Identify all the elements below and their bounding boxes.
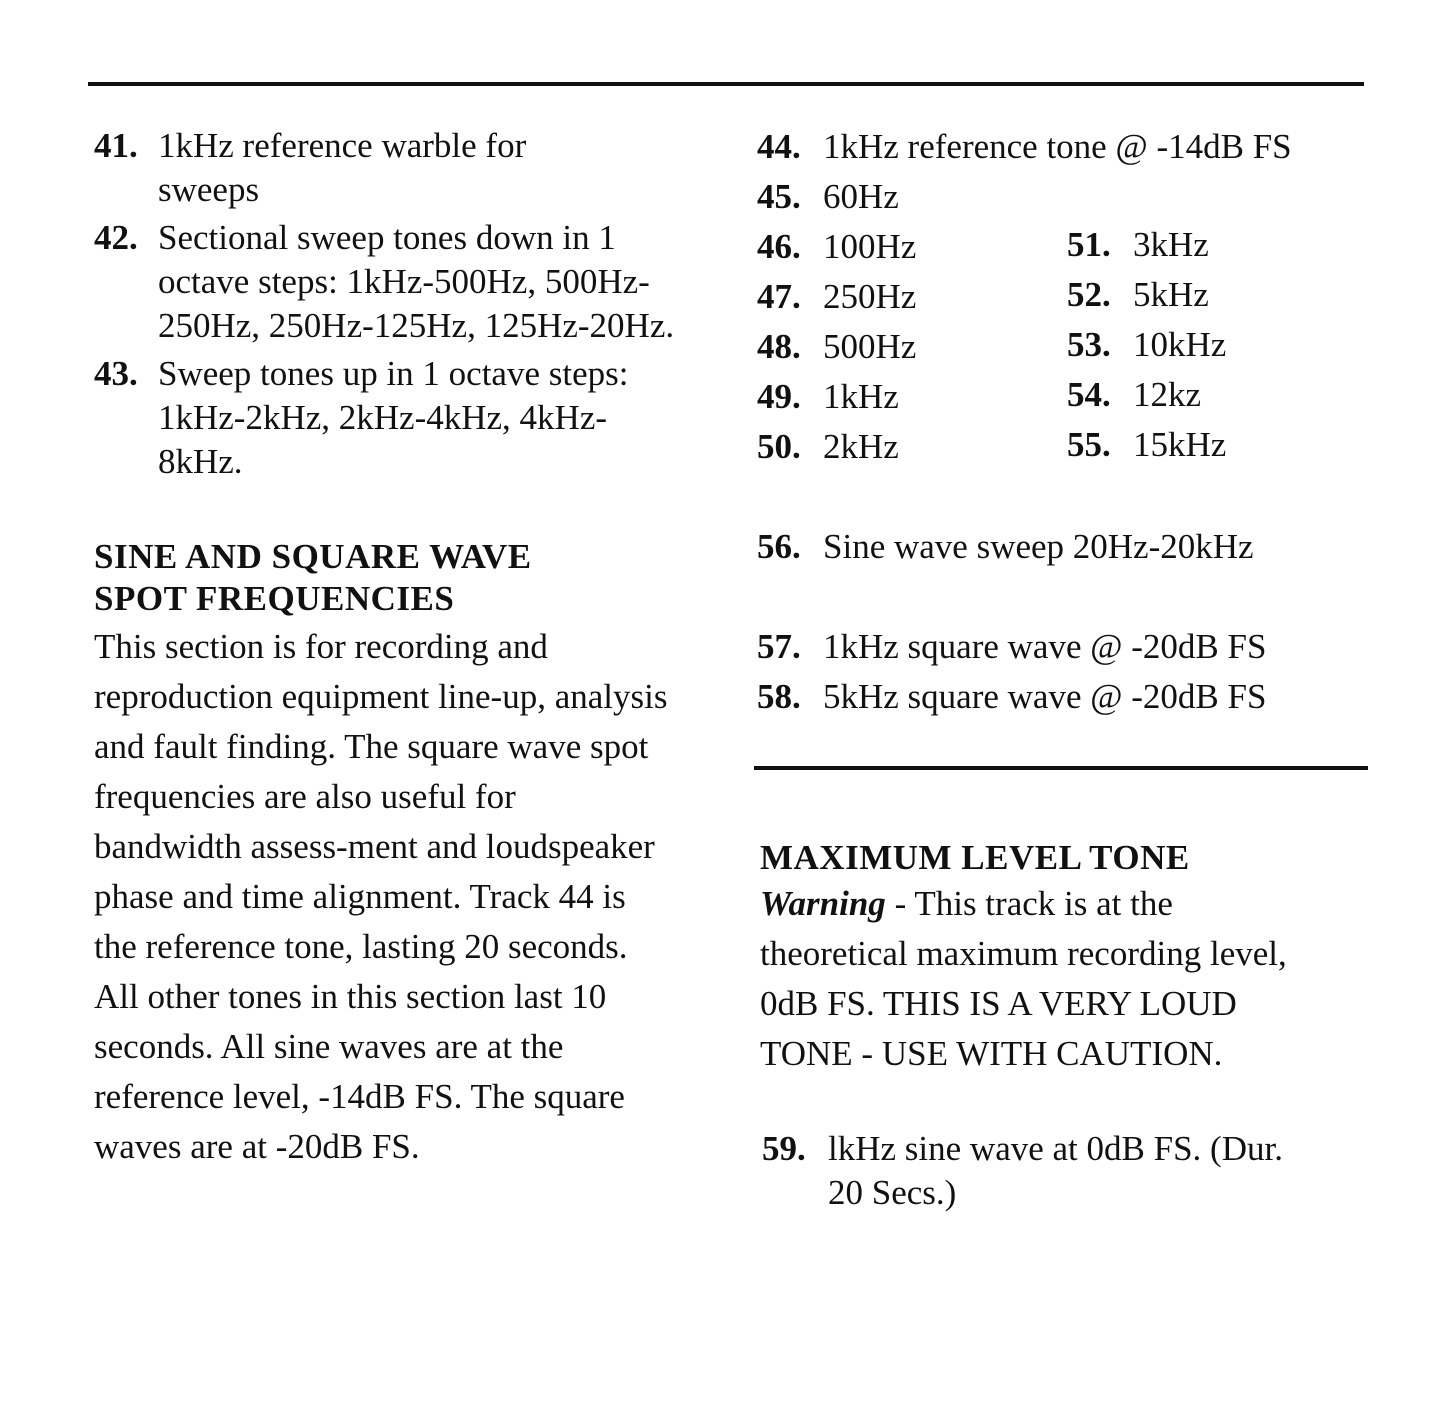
track-description: Sine wave sweep 20Hz-20kHz [823, 527, 1254, 566]
frequency-grid [757, 222, 1377, 472]
track-description: 1kHz reference warble for sweeps [158, 126, 527, 209]
track-number: 46. [757, 227, 801, 266]
track-description: 1kHz [823, 377, 899, 416]
track-item-44 [757, 122, 1377, 172]
track-description: Sectional sweep tones down in 1 octave steps: 1kHz-500Hz, 500Hz-250Hz, 250Hz-125Hz, 125Hz-20Hz. [158, 218, 675, 345]
track-item-54 [1067, 370, 1377, 420]
track-number: 53. [1067, 325, 1111, 364]
track-item-48 [757, 322, 1067, 372]
track-number: 58. [757, 677, 801, 716]
track-description: Sweep tones up in 1 octave steps: 1kHz-2kHz, 2kHz-4kHz, 4kHz-8kHz. [158, 354, 629, 481]
track-description: 3kHz [1133, 225, 1209, 264]
track-number: 47. [757, 277, 801, 316]
track-item-57 [757, 622, 1377, 672]
section-heading-line: SINE AND SQUARE WAVE [94, 537, 532, 576]
track-number: 59. [762, 1129, 806, 1168]
max-level-heading: MAXIMUM LEVEL TONE [760, 838, 1190, 877]
frequency-grid-right [1067, 220, 1377, 472]
track-description: 100Hz [823, 227, 917, 266]
track-item-50 [757, 422, 1067, 472]
track-description: 10kHz [1133, 325, 1227, 364]
track-item-46 [757, 222, 1067, 272]
track-description: 1kHz square wave @ -20dB FS [823, 627, 1267, 666]
track-description: 60Hz [823, 177, 899, 216]
section-heading [94, 536, 694, 620]
track-item-47 [757, 272, 1067, 322]
track-number: 49. [757, 377, 801, 416]
warning-paragraph [760, 879, 1320, 1079]
track-description: 1kHz reference tone @ -14dB FS [823, 127, 1292, 166]
track-number: 42. [94, 218, 138, 257]
track-number: 43. [94, 354, 138, 393]
track-item-58 [757, 672, 1377, 722]
track-item-59 [762, 1127, 1377, 1215]
frequency-grid-left [757, 222, 1067, 472]
track-item-45 [757, 172, 1377, 222]
track-item-43 [94, 352, 694, 484]
track-description: 2kHz [823, 427, 899, 466]
track-number: 50. [757, 427, 801, 466]
track-description: 15kHz [1133, 425, 1227, 464]
track-number: 44. [757, 127, 801, 166]
track-number: 56. [757, 527, 801, 566]
track-description: 250Hz [823, 277, 917, 316]
track-description: 500Hz [823, 327, 917, 366]
track-item-56 [757, 522, 1377, 572]
track-number: 55. [1067, 425, 1111, 464]
track-number: 45. [757, 177, 801, 216]
track-item-41 [94, 124, 694, 212]
warning-label: Warning [760, 884, 886, 923]
track-number: 41. [94, 126, 138, 165]
track-number: 54. [1067, 375, 1111, 414]
track-description: 5kHz square wave @ -20dB FS [823, 677, 1267, 716]
track-item-52 [1067, 270, 1377, 320]
track-description: lkHz sine wave at 0dB FS. (Dur. 20 Secs.) [828, 1129, 1283, 1212]
left-column [94, 124, 694, 1172]
track-item-42 [94, 216, 694, 348]
track-item-49 [757, 372, 1067, 422]
track-number: 57. [757, 627, 801, 666]
section-heading-line: SPOT FREQUENCIES [94, 579, 455, 618]
track-number: 51. [1067, 225, 1111, 264]
track-item-55 [1067, 420, 1377, 470]
track-description: 5kHz [1133, 275, 1209, 314]
track-number: 52. [1067, 275, 1111, 314]
track-item-51 [1067, 220, 1377, 270]
warning-text: - This track is at the theoretical maximum recording level, 0dB FS. THIS IS A VERY LOUD TONE - USE WITH CAUTION. [760, 884, 1287, 1073]
section-body: This section is for recording and reproduction equipment line-up, analysis and fault finding. The square wave spot frequencies are also useful for bandwidth assess-ment and loudspeaker phase and time alignment. Track 44 is the reference tone, lasting 20 seconds. All other tones in this section last 10 seconds. All sine waves are at the reference level, -14dB FS. The square waves are at -20dB FS. [94, 627, 668, 1166]
top-divider [88, 82, 1364, 86]
right-column [757, 122, 1377, 1215]
track-description: 12kz [1133, 375, 1202, 414]
track-number: 48. [757, 327, 801, 366]
track-item-53 [1067, 320, 1377, 370]
